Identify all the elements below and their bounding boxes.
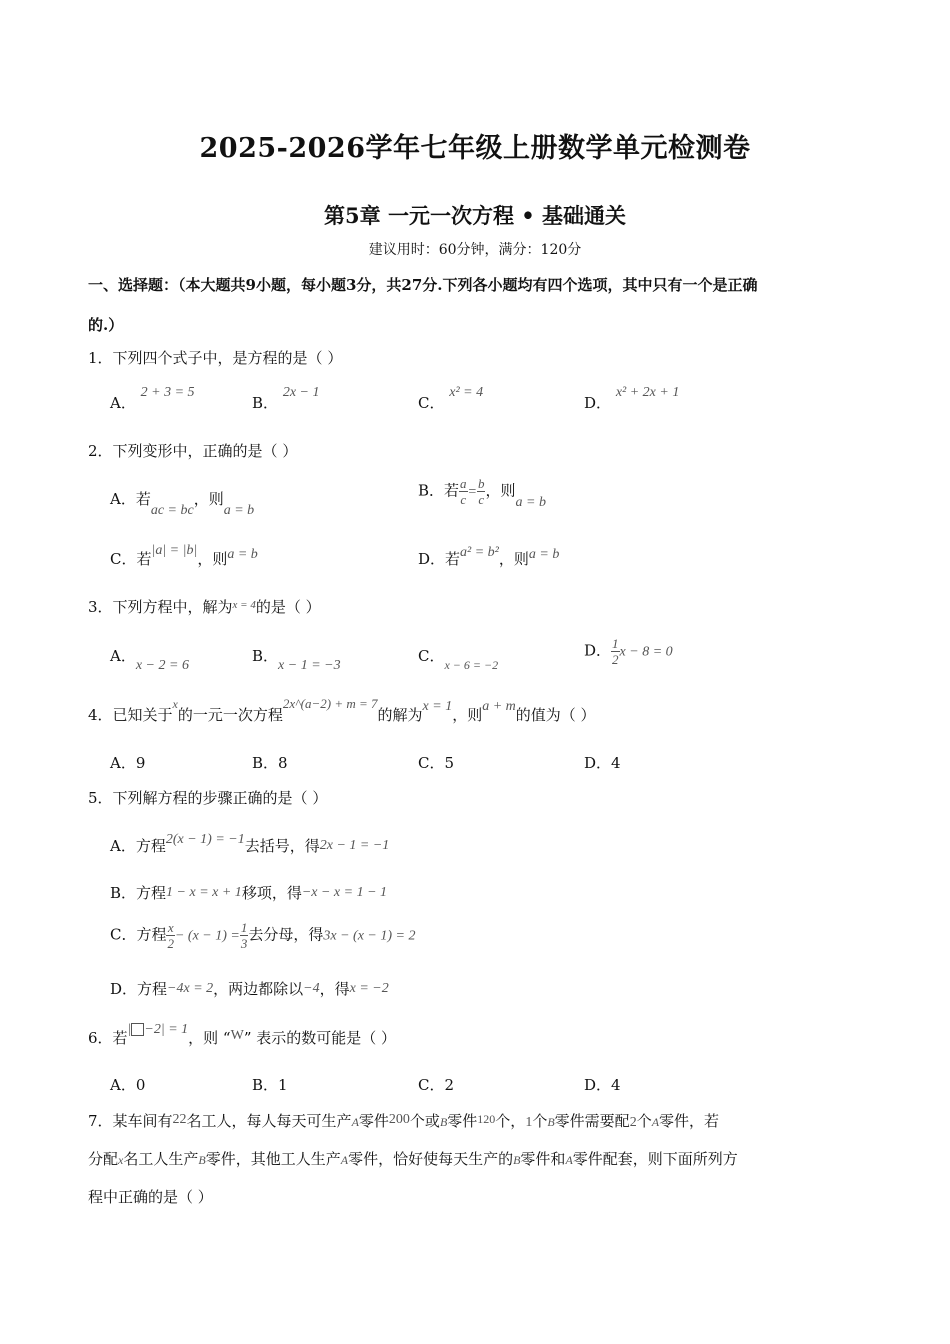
- q7-l2-x: x: [118, 1153, 124, 1167]
- q3-d-math: x − 8 = 0: [619, 644, 673, 660]
- q3-d-frac-half: $\frac{1}{2}$: [612, 636, 619, 667]
- q2-a-math2: a = b: [223, 503, 255, 518]
- q4-math-solution: x = 1: [422, 699, 453, 714]
- q6-math-abs: | −2| = 1: [127, 1022, 189, 1037]
- q7-l1-A2: A: [651, 1115, 660, 1129]
- q5-c-math2: 3x − (x − 1) = 2: [323, 928, 416, 944]
- q3-stem: [88, 596, 321, 617]
- exam-title: 2025-2026学年七年级上册数学单元检测卷: [199, 133, 751, 164]
- q3-option-b: [252, 645, 341, 673]
- q7-l1-t12: 个: [532, 1112, 548, 1130]
- q4-stem: [88, 696, 596, 725]
- q6-text2: ，则 “: [188, 1029, 231, 1047]
- q7-l1-t18: 零件，若: [659, 1112, 720, 1130]
- q3-b-label: B．: [252, 647, 279, 665]
- q6-text3: ” 表示的数可能是（ ）: [243, 1029, 397, 1047]
- q3-a-label: A．: [110, 647, 136, 665]
- q5-d-math3: x = −2: [349, 981, 389, 996]
- q7-l1-n1: 1: [525, 1115, 533, 1130]
- q7-l1-t14: 零件需要配: [554, 1112, 630, 1130]
- q7-l2-A2: A: [565, 1153, 573, 1167]
- q7-l2-t6: 零件，恰好使每天生产的: [348, 1150, 514, 1168]
- q4-math-x: x: [172, 697, 178, 711]
- q6-option-b: B．1: [252, 1076, 288, 1094]
- q7-line2: [88, 1148, 738, 1169]
- q1-option-c: [418, 385, 484, 413]
- q2-option-a: [110, 488, 255, 518]
- q5-c-math1: − (x − 1) =: [174, 928, 240, 944]
- q2-b-if: B．若: [418, 481, 460, 500]
- q7-l1-n22: 22: [172, 1112, 187, 1127]
- q7-l2-A: A: [340, 1153, 349, 1167]
- q5-b-math1: 1 − x = x + 1: [166, 885, 242, 900]
- q5-a-text1: A．方程: [110, 837, 166, 855]
- q7-l1-t4: 零件: [358, 1112, 389, 1130]
- q7-line3: 程中正确的是（ ）: [88, 1188, 213, 1206]
- q2-option-b: B．若 $\frac{a}{c}$ = $\frac{b}{c}$ ，则a = b: [418, 476, 546, 510]
- q5-d-text2: ，两边都除以: [213, 980, 304, 998]
- q3-stem-pre: 3．下列方程中，解为: [88, 598, 233, 616]
- q7-l1-t0: 7．某车间有: [88, 1112, 173, 1130]
- q6-option-d: D．4: [584, 1076, 621, 1094]
- q5-c-frac-x-2: $\frac{x}{2}$: [167, 920, 174, 951]
- q5-d-math2: −4: [303, 981, 320, 996]
- q4-option-c: C．5: [418, 754, 455, 772]
- q2-c-if: C．若: [110, 550, 152, 568]
- blank-square-icon: [131, 1023, 144, 1036]
- q7-l2-t2: 名工人生产: [123, 1150, 199, 1168]
- q7-line1: [88, 1110, 719, 1131]
- q1-option-a: [110, 385, 195, 413]
- q5-d-text1: D．方程: [110, 980, 168, 998]
- q7-l1-t16: 个: [636, 1112, 652, 1130]
- q5-c-text2: 去分母，得: [248, 925, 324, 944]
- q5-option-a: [110, 832, 390, 856]
- q3-option-c: [418, 645, 499, 672]
- q3-option-a: [110, 645, 189, 673]
- q2-a-then: ，则: [193, 490, 224, 508]
- q2-d-math1: a² = b²: [460, 545, 499, 560]
- q7-l2-t4: 零件，其他工人生产: [205, 1150, 341, 1168]
- q3-d-label: D．: [584, 641, 612, 660]
- q4-text1: 4．已知关于: [88, 706, 173, 724]
- q5-c-text1: C．方程: [110, 925, 167, 944]
- q5-option-d: [110, 978, 389, 999]
- q2-b-frac-a-c: $\frac{a}{c}$: [460, 476, 467, 507]
- q2-option-d: [418, 545, 560, 569]
- q6-math1: −2| = 1: [144, 1022, 189, 1037]
- q3-c-math: x − 6 = −2: [444, 658, 499, 672]
- q3-a-math: x − 2 = 6: [135, 658, 189, 673]
- q5-b-text1: B．方程: [110, 884, 167, 902]
- q3-stem-post: 的是（ ）: [255, 598, 321, 616]
- q1-d-math: x² + 2x + 1: [615, 385, 680, 400]
- q7-l1-n2: 2: [629, 1115, 637, 1130]
- chapter-subtitle: 第5章 一元一次方程 • 基础通关: [324, 203, 626, 228]
- q2-option-c: [110, 543, 258, 569]
- q5-c-frac-1-3: $\frac{1}{3}$: [240, 920, 248, 951]
- q5-option-b: [110, 882, 387, 903]
- q2-c-math1: |a| = |b|: [151, 543, 198, 558]
- q1-a-label: A．: [110, 394, 136, 412]
- q5-b-math2: −x − x = 1 − 1: [301, 885, 388, 900]
- q3-option-d: [584, 636, 673, 667]
- q1-d-label: D．: [584, 394, 612, 412]
- q7-l1-B2: B: [547, 1115, 555, 1129]
- q6-option-c: C．2: [418, 1076, 455, 1094]
- q1-stem: 1．下列四个式子中，是方程的是（ ）: [88, 349, 343, 367]
- q6-option-a: A．0: [110, 1076, 146, 1094]
- q2-b-then: ，则: [485, 481, 516, 500]
- q4-text2: 的一元一次方程: [177, 706, 283, 724]
- q4-option-d: D．4: [584, 754, 621, 772]
- q4-option-a: A．9: [110, 754, 146, 772]
- q2-stem: 2．下列变形中，正确的是（ ）: [88, 442, 298, 460]
- q1-a-math: 2 + 3 = 5: [140, 385, 195, 400]
- q5-stem: 5．下列解方程的步骤正确的是（ ）: [88, 789, 328, 807]
- q5-d-math1: −4x = 2: [167, 981, 214, 996]
- q6-text1: 6．若: [88, 1029, 128, 1047]
- q1-option-b: [252, 385, 320, 413]
- q7-l2-t0: 分配: [88, 1150, 119, 1168]
- q7-l2-t10: 零件配套，则下面所列方: [572, 1150, 738, 1168]
- q5-b-text2: 移项，得: [241, 884, 302, 902]
- q4-text5: 的值为（ ）: [515, 706, 596, 724]
- q6-symbol: W: [230, 1028, 244, 1043]
- q1-b-label: B．: [252, 394, 279, 412]
- q2-d-if: D．若: [418, 550, 461, 568]
- q2-d-math2: a = b: [528, 547, 560, 562]
- q1-option-d: [584, 385, 680, 413]
- q5-a-math2: 2x − 1 = −1: [319, 838, 390, 853]
- q4-math-equation: 2x^(a−2) + m = 7: [282, 696, 378, 711]
- q7-l1-A: A: [351, 1115, 359, 1129]
- q5-a-text2: 去括号，得: [244, 837, 320, 855]
- q2-a-if: A．若: [110, 490, 151, 508]
- q4-text3: 的解为: [377, 706, 423, 724]
- q4-option-b: B．8: [252, 754, 288, 772]
- q2-d-then: ，则: [498, 550, 529, 568]
- q2-b-math2: a = b: [515, 494, 546, 510]
- q1-c-math: x² = 4: [449, 385, 484, 400]
- q3-b-math: x − 1 = −3: [278, 658, 341, 673]
- q7-l1-t8: 零件: [447, 1112, 478, 1130]
- section-heading-line2: 的.）: [88, 316, 124, 334]
- section-heading-line1: 一、选择题：（本大题共9小题，每小题3分，共27分.下列各小题均有四个选项，其中只有一个是正确: [88, 276, 758, 294]
- q7-l2-B: B: [198, 1153, 206, 1167]
- q7-l2-t8: 零件和: [520, 1150, 566, 1168]
- q3-stem-math: x = 4: [232, 599, 256, 611]
- q5-option-c: [110, 920, 415, 951]
- q3-c-label: C．: [418, 647, 445, 665]
- q1-b-math: 2x − 1: [282, 385, 320, 400]
- q4-text4: ，则: [452, 706, 483, 724]
- q7-l1-t6: 个或: [409, 1112, 440, 1130]
- q2-a-math1: ac = bc: [150, 503, 194, 518]
- q2-c-then: ，则: [197, 550, 228, 568]
- q7-l1-B: B: [439, 1115, 448, 1129]
- q7-l2-B2: B: [513, 1153, 521, 1167]
- q1-c-label: C．: [418, 394, 445, 412]
- q5-a-math1: 2(x − 1) = −1: [165, 832, 245, 847]
- q7-l1-n200: 200: [388, 1112, 410, 1127]
- q6-stem: [88, 1022, 397, 1048]
- q7-l1-t10: 个，: [495, 1112, 526, 1130]
- q7-l1-t2: 名工人，每人每天可生产: [186, 1112, 352, 1130]
- q2-c-math2: a = b: [227, 547, 258, 562]
- q7-l1-n120: 120: [477, 1112, 496, 1126]
- q2-b-frac-b-c: $\frac{b}{c}$: [477, 476, 485, 507]
- q5-d-text3: ，得: [319, 980, 350, 998]
- time-score-note: 建议用时：60分钟，满分：120分: [368, 242, 582, 258]
- q4-math-sum: a + m: [482, 699, 516, 714]
